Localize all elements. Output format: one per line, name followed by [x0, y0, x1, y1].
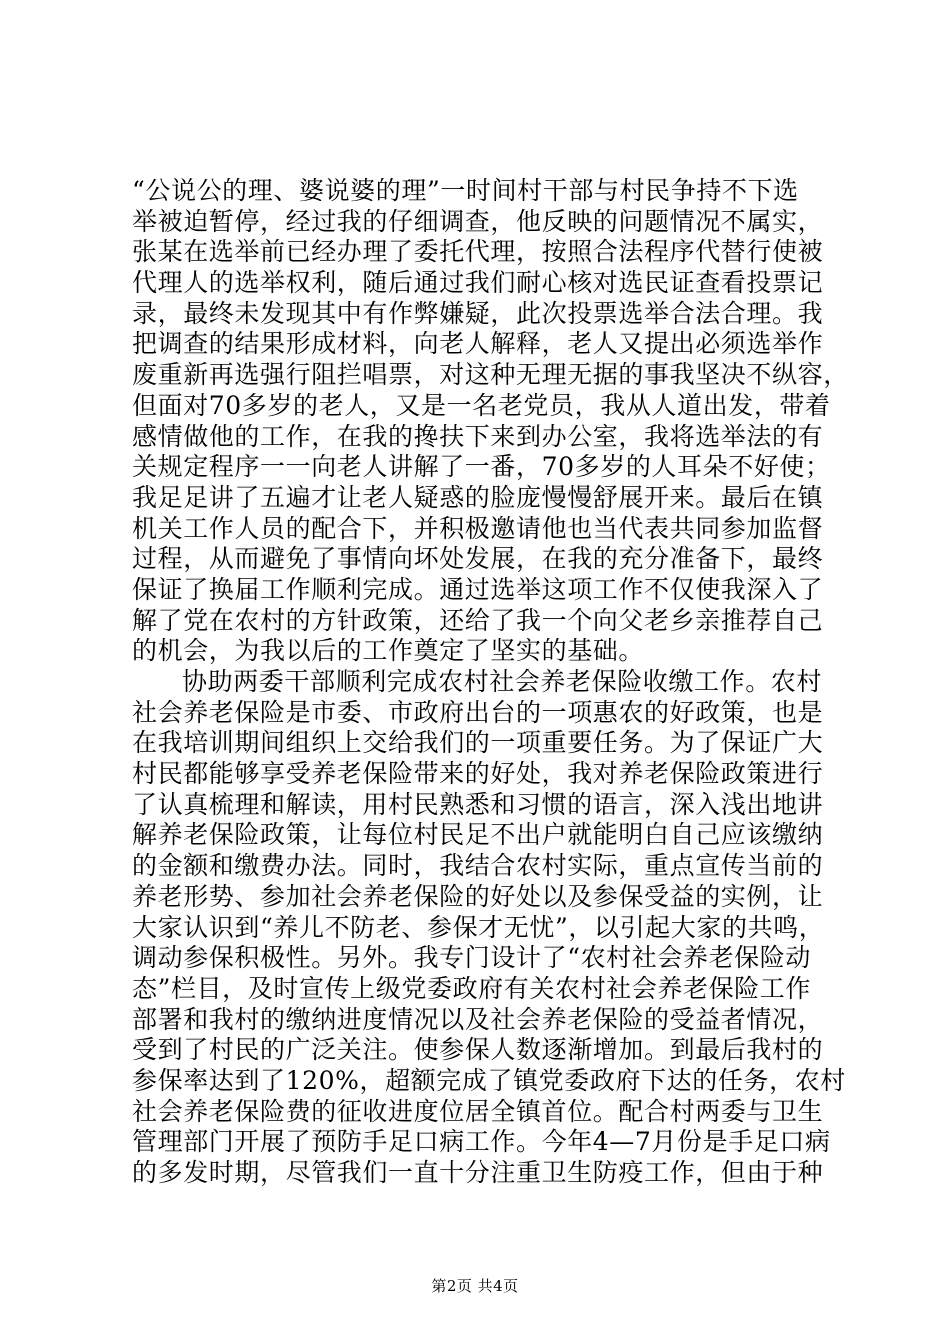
body-text: [132, 176, 849, 1189]
text-line: 解养老保险政策，让每位村民足不出户就能明白自己应该缴纳: [132, 820, 824, 850]
text-line: 参保率达到了120%，超额完成了镇党委政府下达的任务，农村: [132, 1065, 846, 1095]
text-line: 解了党在农村的方针政策，还给了我一个向父老乡亲推荐自己: [132, 605, 824, 635]
text-line: 但面对70多岁的老人，又是一名老党员，我从人道出发，带着: [132, 390, 831, 420]
text-line: 受到了村民的广泛关注。使参保人数逐渐增加。到最后我村的: [132, 1035, 824, 1065]
text-line: 村民都能够享受养老保险带来的好处，我对养老保险政策进行: [132, 759, 824, 789]
text-line: 举被迫暂停，经过我的仔细调查，他反映的问题情况不属实，: [132, 206, 824, 236]
text-line: 录，最终未发现其中有作弊嫌疑，此次投票选举合法合理。我: [132, 298, 824, 328]
text-line: 在我培训期间组织上交给我们的一项重要任务。为了保证广大: [132, 728, 824, 758]
text-line: 管理部门开展了预防手足口病工作。今年4—7月份是手足口病: [132, 1127, 831, 1157]
text-line: 养老形势、参加社会养老保险的好处以及参保受益的实例，让: [132, 881, 824, 911]
paragraph-start-line: 协助两委干部顺利完成农村社会养老保险收缴工作。农村: [182, 667, 823, 696]
text-line: 关规定程序一一向老人讲解了一番，70多岁的人耳朵不好使；: [132, 452, 831, 482]
text-line: 感情做他的工作，在我的搀扶下来到办公室，我将选举法的有: [132, 421, 824, 451]
text-line: 大家认识到“养儿不防老、参保才无忧”，以引起大家的共鸣，: [132, 912, 825, 942]
text-line: 废重新再选强行阻拦唱票，对这种无理无据的事我坚决不纵容，: [132, 360, 849, 390]
text-line: 了认真梳理和解读，用村民熟悉和习惯的语言，深入浅出地讲: [132, 789, 824, 819]
text-line: 代理人的选举权利，随后通过我们耐心核对选民证查看投票记: [132, 268, 824, 298]
page-number-footer: 第2页 共4页: [431, 1277, 519, 1295]
text-line: “公说公的理、婆说婆的理”一时间村干部与村民争持不下选: [132, 176, 799, 205]
text-line: 的金额和缴费办法。同时，我结合农村实际，重点宣传当前的: [132, 851, 824, 881]
text-line: 我足足讲了五遍才让老人疑惑的脸庞慢慢舒展开来。最后在镇: [132, 482, 824, 512]
text-line: 保证了换届工作顺利完成。通过选举这项工作不仅使我深入了: [132, 574, 824, 604]
text-line: 调动参保积极性。另外。我专门设计了“农村社会养老保险动: [132, 943, 811, 973]
text-line: 的机会，为我以后的工作奠定了坚实的基础。: [132, 636, 645, 666]
text-line: 社会养老保险是市委、市政府出台的一项惠农的好政策，也是: [132, 697, 824, 727]
text-line: 社会养老保险费的征收进度位居全镇首位。配合村两委与卫生: [132, 1096, 824, 1126]
text-line: 把调查的结果形成材料，向老人解释，老人又提出必须选举作: [132, 329, 824, 359]
text-line: 过程，从而避免了事情向坏处发展，在我的充分准备下，最终: [132, 544, 824, 574]
text-line: 机关工作人员的配合下，并积极邀请他也当代表共同参加监督: [132, 513, 824, 543]
text-line: 张某在选举前已经办理了委托代理，按照合法程序代替行使被: [132, 237, 824, 267]
text-line: 部署和我村的缴纳进度情况以及社会养老保险的受益者情况，: [132, 1004, 824, 1034]
text-line: 的多发时期，尽管我们一直十分注重卫生防疫工作，但由于种: [132, 1158, 824, 1187]
text-line: 态”栏目，及时宣传上级党委政府有关农村社会养老保险工作: [132, 973, 811, 1003]
